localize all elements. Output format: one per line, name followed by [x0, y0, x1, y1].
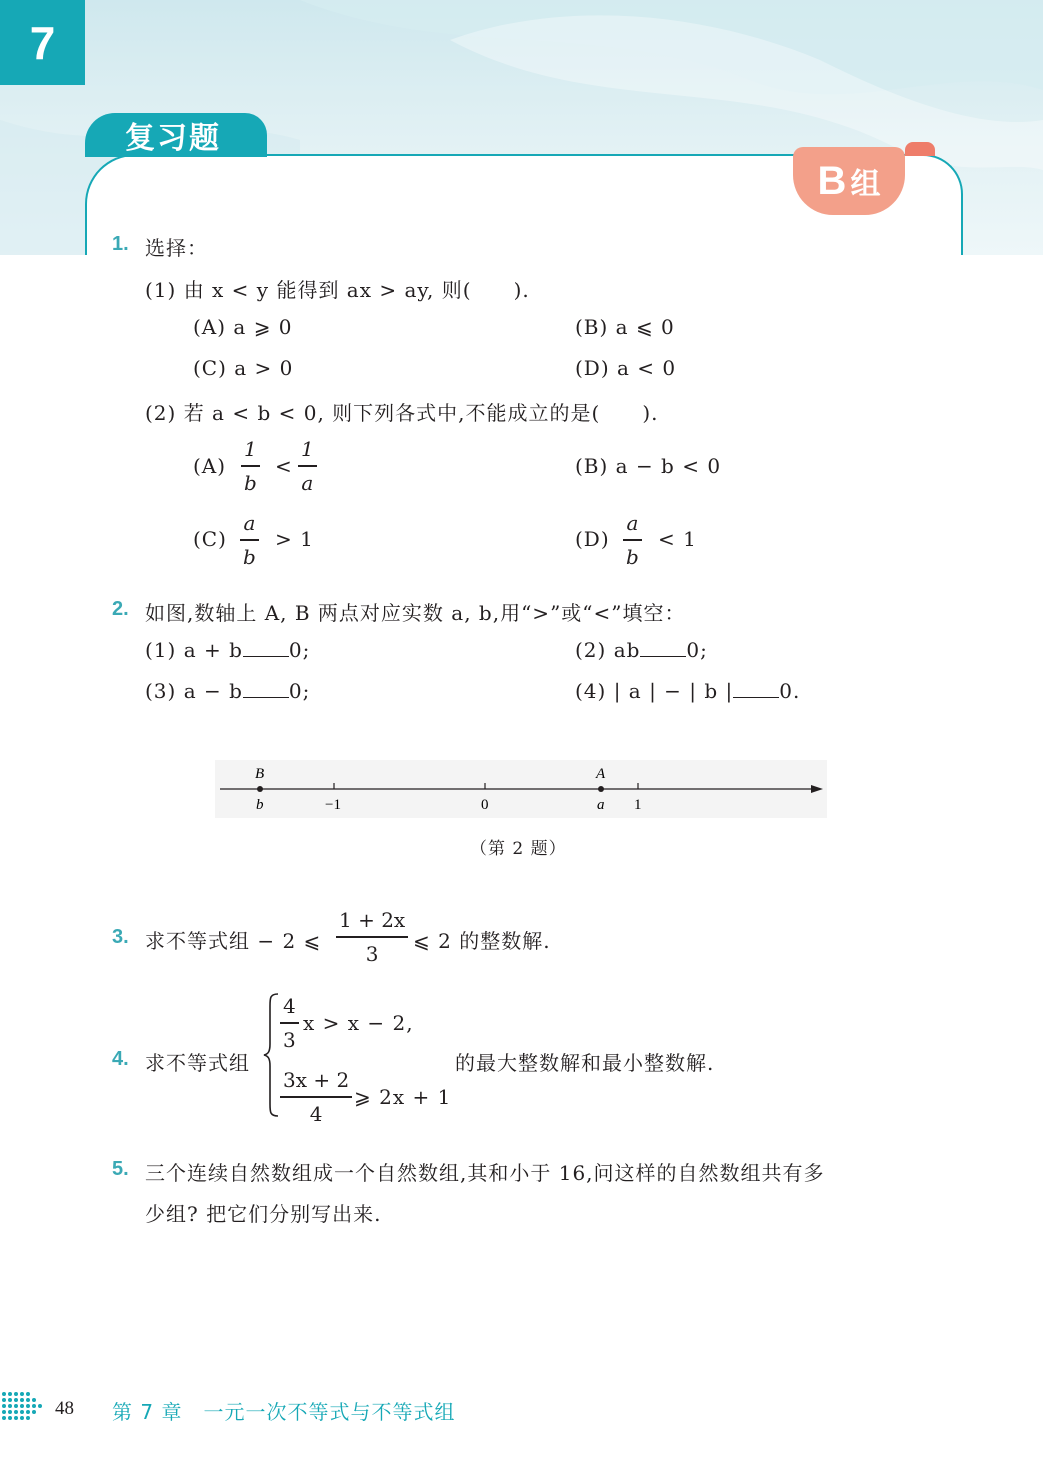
blank-item: (1) a + b 0; [145, 638, 311, 662]
inequality-line-1: x > x − 2, [303, 1011, 414, 1035]
subquestion-stem: (1) 由 x < y 能得到 ax > ay, 则( ). [145, 278, 530, 302]
point-a [598, 786, 604, 792]
figure-caption: （第 2 题） [470, 839, 567, 859]
fraction: 1 + 2x 3 [336, 908, 408, 966]
page-number: 48 [55, 1398, 74, 1419]
fraction: 1 b [241, 437, 260, 495]
left-brace [262, 992, 280, 1118]
number-line-figure [215, 760, 827, 818]
fraction: a b [240, 511, 259, 569]
question-stem: 求不等式组 [145, 1051, 250, 1075]
label-B: B [255, 766, 265, 782]
option-c-label: (C) [193, 527, 227, 551]
group-badge [793, 147, 905, 215]
question-stem: 三个连续自然数组成一个自然数组,其和小于 16,问这样的自然数组共有多 [145, 1161, 825, 1185]
answer-blank[interactable] [640, 638, 686, 657]
question-stem-tail: ⩽ 2 的整数解. [413, 929, 551, 953]
option-d-rest: < 1 [658, 527, 697, 551]
chapter-footer: 第 7 章 一元一次不等式与不等式组 [112, 1400, 456, 1424]
question-stem: 求不等式组 − 2 ⩽ [145, 929, 322, 953]
badge-tab [905, 142, 935, 156]
answer-blank[interactable] [243, 679, 289, 698]
point-b [257, 786, 263, 792]
answer-blank[interactable] [733, 679, 779, 698]
question-stem: 选择： [145, 236, 208, 260]
option-a-label: (A) [193, 454, 227, 478]
tick-label: 0 [481, 797, 489, 813]
blank-item: (4) | a | − | b | 0. [575, 679, 801, 703]
group-suffix: 组 [850, 167, 881, 202]
question-number: 2. [112, 598, 129, 620]
tick-label: −1 [325, 797, 341, 813]
question-number: 3. [112, 926, 129, 948]
blank-item: (3) a − b 0; [145, 679, 311, 703]
blank-item: (2) ab 0; [575, 638, 708, 662]
question-number: 5. [112, 1158, 129, 1180]
footer-dots-icon [0, 1388, 48, 1424]
chapter-number-box: 7 [0, 0, 85, 85]
question-number: 4. [112, 1048, 129, 1070]
label-b: b [256, 797, 264, 813]
operator: < [275, 454, 293, 478]
option-d-label: (D) [575, 527, 610, 551]
option-d: (D) a < 0 [575, 356, 677, 380]
fraction: 4 3 [280, 994, 299, 1052]
question-stem: 如图,数轴上 A, B 两点对应实数 a, b,用“>”或“<”填空： [145, 601, 686, 625]
option-b: (B) a ⩽ 0 [575, 315, 675, 339]
tick-label: 1 [634, 797, 642, 813]
option-b: (B) a − b < 0 [575, 454, 722, 478]
question-stem-line-2: 少组? 把它们分别写出来. [145, 1202, 382, 1226]
question-number: 1. [112, 233, 129, 255]
option-c-rest: > 1 [275, 527, 314, 551]
option-c: (C) a > 0 [193, 356, 294, 380]
fraction: a b [623, 511, 642, 569]
inequality-line-2: ⩾ 2x + 1 [354, 1085, 452, 1109]
section-title: 复习题 [85, 113, 267, 157]
group-letter: B [817, 158, 847, 203]
option-a: (A) a ⩾ 0 [193, 315, 293, 339]
answer-blank[interactable] [243, 638, 289, 657]
question-stem-tail: 的最大整数解和最小整数解. [455, 1051, 715, 1075]
label-A: A [596, 766, 606, 782]
label-a: a [597, 797, 605, 813]
fraction: 3x + 2 4 [280, 1068, 352, 1126]
subquestion-stem: (2) 若 a < b < 0, 则下列各式中,不能成立的是( ). [145, 401, 659, 425]
fraction: 1 a [298, 437, 317, 495]
